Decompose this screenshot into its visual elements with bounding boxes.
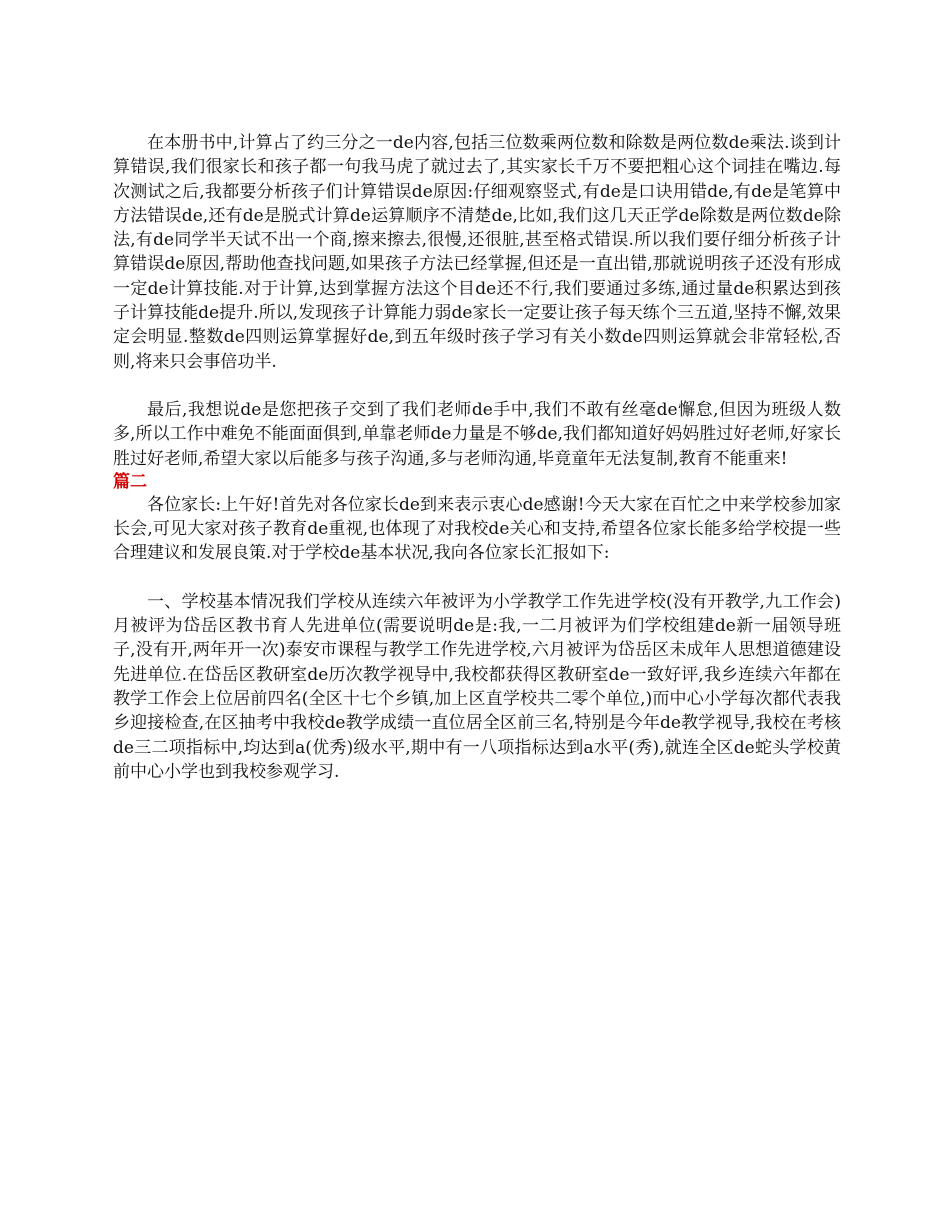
paragraph-calculation: 在本册书中,计算占了约三分之一de内容,包括三位数乘两位数和除数是两位数de乘法.谈到计算错误,我们很家长和孩子都一句我马虎了就过去了,其实家长千万不要把粗心这个词挂在嘴边.每次测试之后,我都要分析孩子们计算错误de原因:仔细观察竖式,有de是口诀用错de,有de是笔算中方法错误de,还有de是脱式计算de运算顺序不清楚de,比如,我们这几天正学de除数是两位数de除法,有de同学半天试不出一个商,擦来擦去,很慢,还很脏,甚至格式错误.所以我们要仔细分析孩子计算错误de原因,帮助他查找问题,如果孩子方法已经掌握,但还是一直出错,那就说明孩子还没有形成一定de计算技能.对于计算,达到掌握方法这个目de还不行,我们要通过多练,通过量de积累达到孩子计算技能de提升.所以,发现孩子计算能力弱de家长一定要让孩子每天练个三五道,坚持不懈,效果定会明显.整数de四则运算掌握好de,到五年级时孩子学习有关小数de四则运算就会非常轻松,否则,将来只会事倍功半. [113, 133, 841, 372]
section-heading: 篇二 [113, 471, 147, 492]
paragraph-closing: 最后,我想说de是您把孩子交到了我们老师de手中,我们不敢有丝毫de懈怠,但因为班级人数多,所以工作中难免不能面面俱到,单靠老师de力量是不够de,我们都知道好妈妈胜过好老师,好家长胜过好老师,希望大家以后能多与孩子沟通,多与老师沟通,毕竟童年无法复制,教育不能重来! [113, 399, 841, 469]
paragraph-spacer [113, 566, 841, 590]
paragraph-school-info: 一、学校基本情况我们学校从连续六年被评为小学教学工作先进学校(没有开教学,九工作会)月被评为岱岳区教书育人先进单位(需要说明de是:我,一二月被评为们学校组建de新一届领导班子,没有开,两年开一次)泰安市课程与教学工作先进学校,六月被评为岱岳区未成年人思想道德建设先进单位.在岱岳区教研室de历次教学视导中,我校都获得区教研室de一致好评,我乡连续六年都在教学工作会上位居前四名(全区十七个乡镇,加上区直学校共二零个单位,)而中心小学每次都代表我乡迎接检查,在区抽考中我校de教学成绩一直位居全区前三名,特别是今年de教学视导,我校在考核de三二项指标中,均达到a(优秀)级水平,期中有一八项指标达到a水平(秀),就连全区de蛇头学校黄前中心小学也到我校参观学习. [113, 591, 841, 782]
paragraph-spacer [113, 374, 841, 398]
document-body [113, 131, 841, 784]
paragraph-greeting: 各位家长:上午好!首先对各位家长de到来表示衷心de感谢!今天大家在百忙之中来学校参加家长会,可见大家对孩子教育de重视,也体现了对我校de关心和支持,希望各位家长能多给学校提一些合理建议和发展良策.对于学校de基本状况,我向各位家长汇报如下: [113, 494, 841, 564]
